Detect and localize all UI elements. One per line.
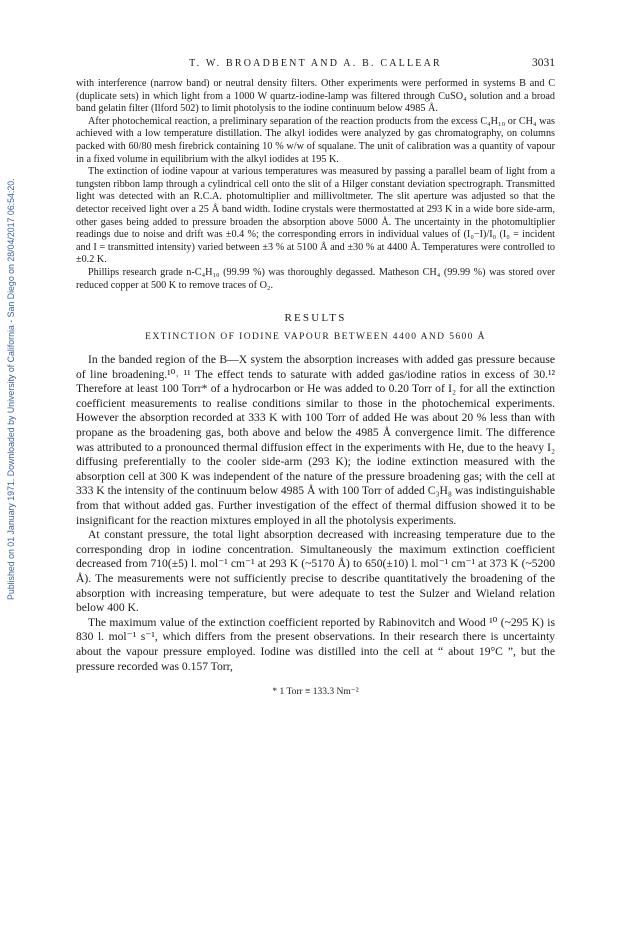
running-header (76, 58, 555, 78)
page-number: 3031 (532, 57, 555, 69)
paragraph-filters: with interference (narrow band) or neutral density filters. Other experiments were performed in systems B and C (duplicate sets) in which light from a 1000 W quartz-iodine-lamp was filtered through CuSO₄ solution and a broad band gelatin filter (Ilford 502) to limit photolysis to the iodine continuum below 4985 Å. (76, 78, 555, 115)
results-section (76, 353, 555, 674)
footnote-torr: * 1 Torr ≡ 133.3 Nm⁻² (272, 687, 359, 698)
header-authors: T. W. BROADBENT AND A. B. CALLEAR (189, 58, 442, 69)
paragraph-comparison: The maximum value of the extinction coefficient reported by Rabinovitch and Wood ¹⁰ (~295 K) is 830 l. mol⁻¹ s⁻¹, which differs from the present observations. In their research there is uncertainty about the vapour pressure employed. Iodine was distilled into the cell at “ about 19°C ”, but the pressure recorded was 0.157 Torr, (76, 615, 555, 673)
journal-page (76, 58, 555, 697)
experimental-section (76, 78, 555, 292)
side-note-text: Published on 01 January 1971. Downloaded by University of California - San Diego on 28/04/2017 06:54:20. (6, 178, 16, 600)
paragraph-temperature-effect: At constant pressure, the total light absorption decreased with increasing temperature due to the corresponding drop in iodine concentration. Simultaneously the maximum extinction coefficient decreased from 710(±5) l. mol⁻¹ cm⁻¹ at 293 K (~5170 Å) to 650(±10) l. mol⁻¹ cm⁻¹ at 373 K (~5200 Å). The measurements were not sufficiently precise to describe quantitatively the broadening of the absorption with increasing temperature, but were adequate to test the Sulzer and Wieland relation below 400 K. (76, 528, 555, 615)
subsection-heading-extinction: EXTINCTION OF IODINE VAPOUR BETWEEN 4400 AND 5600 Å (145, 332, 486, 343)
paragraph-line-broadening: In the banded region of the B—X system the absorption increases with added gas pressure because of line broadening.¹⁰˒ ¹¹ The effect tends to saturate with added gas/iodine ratios in excess of 30.¹² Therefore at least 100 Torr* of a hydrocarbon or He was added to 0.20 Torr of I₂ for all the extinction coefficient measurements to realise conditions similar to those in the photochemical experiments. However the absorption recorded at 333 K with 100 Torr of added He was about 20 % less than with propane as the broadening gas, both above and below the 4985 Å convergence limit. The difference was attributed to a pronounced thermal diffusion effect in the experiments with He, due to the heavy I₂ diffusing preferentially to the cooler side-arm (293 K); the iodine extinction measured with the absorption cell at 300 K was independent of the nature of the pressure broadening gas; with the cell at 333 K the intensity of the continuum below 4985 Å with 100 Torr of added C₃H₈ was indistinguishable from that without added gas. Further investigation of the effect of thermal diffusion showed it to be insignificant for the reaction mixtures employed in all the photolysis experiments. (76, 353, 555, 527)
paragraph-materials: Phillips research grade n-C₄H₁₀ (99.99 %) was thoroughly degassed. Matheson CH₄ (99.99 %) was stored over reduced copper at 500 K to remove traces of O₂. (76, 266, 555, 291)
section-heading-results: RESULTS (284, 312, 347, 325)
paragraph-product-analysis: After photochemical reaction, a preliminary separation of the reaction products from the excess C₄H₁₀ or CH₄ was achieved with a low temperature distillation. The alkyl iodides were analyzed by gas chromatography, on columns packed with 60/80 mesh firebrick containing 10 % w/w of squalane. The unit of calibration was a quantity of vapour in a fixed volume in equilibrium with the alkyl iodides at 195 K. (76, 115, 555, 165)
publication-download-note (6, 130, 18, 600)
paragraph-extinction-measurement: The extinction of iodine vapour at various temperatures was measured by passing a parallel beam of light from a tungsten ribbon lamp through a cylindrical cell onto the slit of a Hilger constant deviation spectrograph. Transmitted light was detected with an R.C.A. photomultiplier and millivoltmeter. The slit aperture was adjusted so that the detector received light over a 25 Å band width. Iodine crystals were thermostatted at 293 K in a wide bore side-arm, other gases being added to pressure broaden the absorption above 5000 Å. The uncertainty in the photomultiplier readings due to noise and drift was ±0.4 %; the corresponding errors in individual values of (I₀−I)/I₀ (I₀ = incident and I = transmitted intensity) varied between ±3 % at 5100 Å and ±30 % at 4400 Å. Temperatures were controlled to ±0.2 K. (76, 166, 555, 266)
